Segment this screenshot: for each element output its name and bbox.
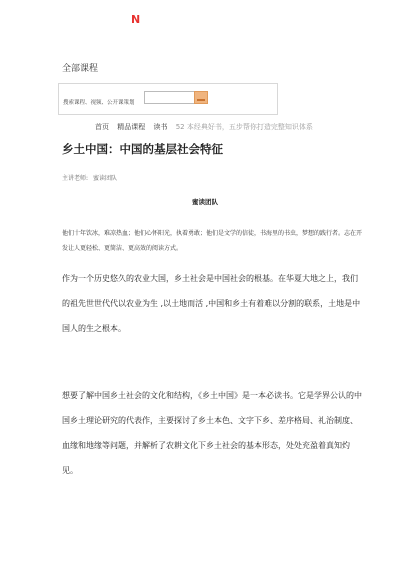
page-title: 乡土中国：中国的基层社会特征	[62, 142, 223, 156]
search-icon	[197, 99, 205, 101]
teacher-info	[62, 173, 117, 182]
nav-description: 52 本经典好书，五步帮你打造完整知识体系	[175, 123, 313, 131]
team-heading: 蜜读团队	[192, 198, 218, 206]
all-courses-link[interactable]: 全部课程	[62, 64, 99, 74]
site-logo[interactable]: N	[131, 13, 141, 26]
search-box	[58, 83, 278, 115]
main-nav	[95, 122, 313, 132]
article-paragraph-2: 想要了解中国乡土社会的文化和结构，《乡土中国》是一本必读书。它是学界公认的中国乡土理论研究的代表作，主要探讨了乡土本色、文字下乡、差序格局、礼治制度、血缘和地缘等问题，并解析了农耕文化下乡土社会的基本形态，处处充盈着真知灼见。	[62, 391, 362, 475]
nav-item-reading[interactable]: 读书	[153, 123, 168, 131]
search-button[interactable]	[194, 91, 208, 104]
nav-item-featured-courses[interactable]: 精品课程	[117, 123, 146, 131]
article-paragraph-1: 作为一个历史悠久的农业大国，乡土社会是中国社会的根基。在华夏大地之上，我们的祖先世世代代以农业为生 ,以土地而活 ,中国和乡土有着难以分割的联系，土地是中国人的生之根本。	[62, 274, 361, 333]
teacher-label: 主讲老师:	[62, 175, 89, 182]
search-label: 搜索课程、视频、公开课策划	[63, 100, 135, 106]
team-intro: 他们十年饮冰，难凉热血；他们心怀阳光，执着勇敢；他们是文学的信徒，书海里的书虫，梦想的践行者。志在开发让人更轻松、更简洁、更高效的阅读方式。	[62, 230, 363, 252]
teacher-name: 蜜读团队	[93, 175, 118, 182]
nav-item-home[interactable]: 首页	[95, 123, 109, 131]
